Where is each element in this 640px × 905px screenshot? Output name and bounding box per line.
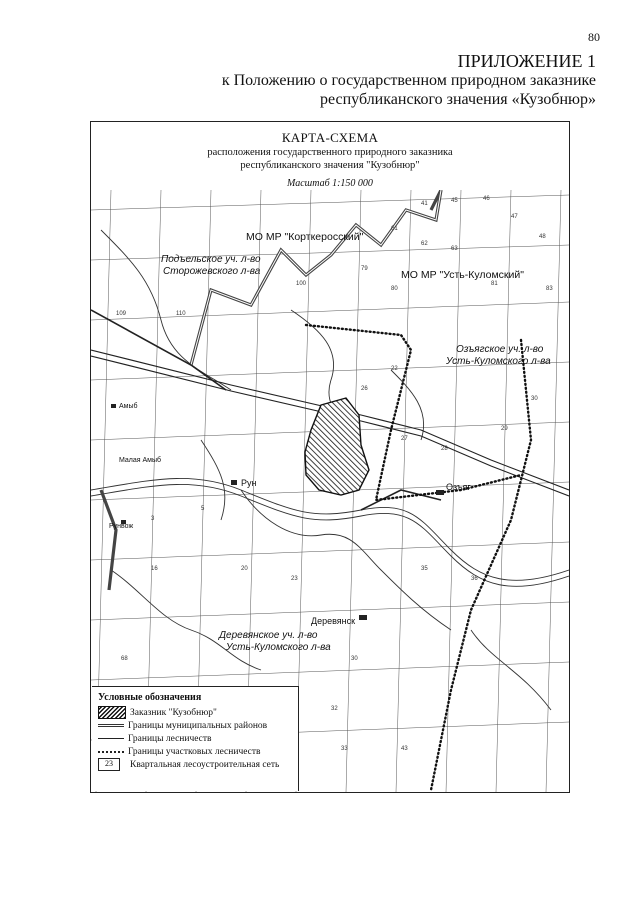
quarter-number: 28 bbox=[441, 446, 448, 452]
legend-label: Границы лесничеств bbox=[128, 733, 212, 744]
legend-label: Квартальная лесоустроительная сеть bbox=[130, 759, 280, 770]
quarter-number: 16 bbox=[151, 566, 158, 572]
quarter-number: 36 bbox=[471, 576, 478, 582]
quarter-number: 79 bbox=[361, 266, 368, 272]
legend-item-grid bbox=[98, 758, 298, 771]
label-ozyag-2: Усть-Куломского л-ва bbox=[446, 356, 551, 367]
map-frame bbox=[90, 121, 570, 793]
quarter-number: 35 bbox=[421, 566, 428, 572]
quarter-number: 83 bbox=[546, 286, 553, 292]
reserve-area bbox=[305, 398, 369, 495]
quarter-number: 110 bbox=[176, 311, 186, 317]
municipal-boundary bbox=[101, 190, 441, 590]
legend-label: Заказник "Кузобнюр" bbox=[130, 707, 217, 718]
quarter-number: 68 bbox=[121, 656, 128, 662]
quarter-number: 63 bbox=[451, 246, 458, 252]
quarter-number: 61 bbox=[391, 226, 398, 232]
map-scale: Масштаб 1:150 000 bbox=[287, 178, 373, 189]
quarter-number: 41 bbox=[421, 201, 428, 207]
label-mo-ust-kulom: МО МР "Усть-Куломский" bbox=[401, 269, 524, 281]
label-derev-1: Деревянское уч. л-во bbox=[219, 630, 318, 641]
quarter-number: 47 bbox=[511, 214, 518, 220]
appendix-header bbox=[222, 52, 596, 109]
page-number: 80 bbox=[588, 30, 600, 44]
quarter-number: 43 bbox=[401, 746, 408, 752]
quarter-number: 30 bbox=[531, 396, 538, 402]
quarter-number: 22 bbox=[391, 366, 398, 372]
quarter-number: 33 bbox=[341, 746, 348, 752]
label-podyel-2: Сторожевского л-ва bbox=[163, 266, 261, 277]
appendix-line-1: к Положению о государственном природном заказнике bbox=[221, 72, 596, 89]
quarter-number: 100 bbox=[296, 281, 307, 287]
label-village-derevyansk: Деревянск bbox=[311, 616, 356, 626]
quarter-number: 81 bbox=[491, 281, 498, 287]
district-forestry-boundaries bbox=[306, 325, 531, 790]
map-legend bbox=[92, 686, 299, 791]
quarter-number: 62 bbox=[421, 241, 428, 247]
settlements bbox=[111, 404, 444, 620]
solid-line-icon bbox=[98, 738, 124, 739]
legend-item-reserve bbox=[98, 706, 298, 719]
quarter-number: 45 bbox=[451, 198, 458, 204]
quarter-number: 3 bbox=[151, 516, 155, 522]
map-subtitle-1: расположения государственного природного заказника bbox=[207, 147, 453, 158]
map-subtitle-2: республиканского значения "Кузобнюр" bbox=[240, 160, 420, 171]
appendix-line-2: республиканского значения «Кузобнюр» bbox=[320, 91, 596, 108]
double-line-icon bbox=[98, 724, 124, 727]
label-village-runvozh: Рунвож bbox=[109, 523, 134, 530]
map-title: КАРТА-СХЕМА bbox=[281, 130, 379, 145]
legend-item-district-forestry bbox=[98, 745, 298, 758]
quarter-number: 32 bbox=[331, 706, 338, 712]
quarter-number: 48 bbox=[539, 234, 546, 240]
grid-box-icon: 23 bbox=[98, 758, 120, 771]
quarter-number: 26 bbox=[361, 386, 368, 392]
quarter-number: 46 bbox=[483, 196, 490, 202]
legend-title: Условные обозначения bbox=[98, 692, 202, 703]
label-village-amyb: Амыб bbox=[119, 403, 138, 410]
quarter-number: 23 bbox=[291, 576, 298, 582]
quarter-number: 109 bbox=[116, 311, 127, 317]
label-podyel-1: Подъельское уч. л-во bbox=[161, 254, 261, 265]
legend-item-forestry bbox=[98, 732, 298, 745]
legend-label: Границы муниципальных районов bbox=[128, 720, 268, 731]
quarter-number: 27 bbox=[401, 436, 408, 442]
appendix-title: ПРИЛОЖЕНИЕ 1 bbox=[457, 51, 596, 71]
dotted-line-icon bbox=[98, 751, 124, 753]
label-village-ozyag: Озъяг bbox=[446, 482, 471, 492]
label-village-malaya-amyb: Малая Амыб bbox=[119, 457, 162, 464]
map-header bbox=[91, 122, 569, 194]
quarter-number: 5 bbox=[201, 506, 205, 512]
forestry-boundaries bbox=[91, 310, 441, 510]
hatch-swatch-icon bbox=[98, 706, 126, 719]
quarter-number: 30 bbox=[351, 656, 358, 662]
legend-label: Границы участковых лесничеств bbox=[128, 746, 261, 757]
label-mo-kortkeros: МО МР "Корткеросский" bbox=[246, 231, 364, 243]
quarter-number: 20 bbox=[241, 566, 248, 572]
quarter-number: 80 bbox=[391, 286, 398, 292]
legend-item-muni bbox=[98, 719, 298, 732]
label-derev-2: Усть-Куломского л-ва bbox=[226, 642, 331, 653]
quarter-number: 29 bbox=[501, 426, 508, 432]
label-village-run: Рун bbox=[241, 478, 257, 488]
label-ozyag-1: Озъягское уч. л-во bbox=[456, 344, 544, 355]
